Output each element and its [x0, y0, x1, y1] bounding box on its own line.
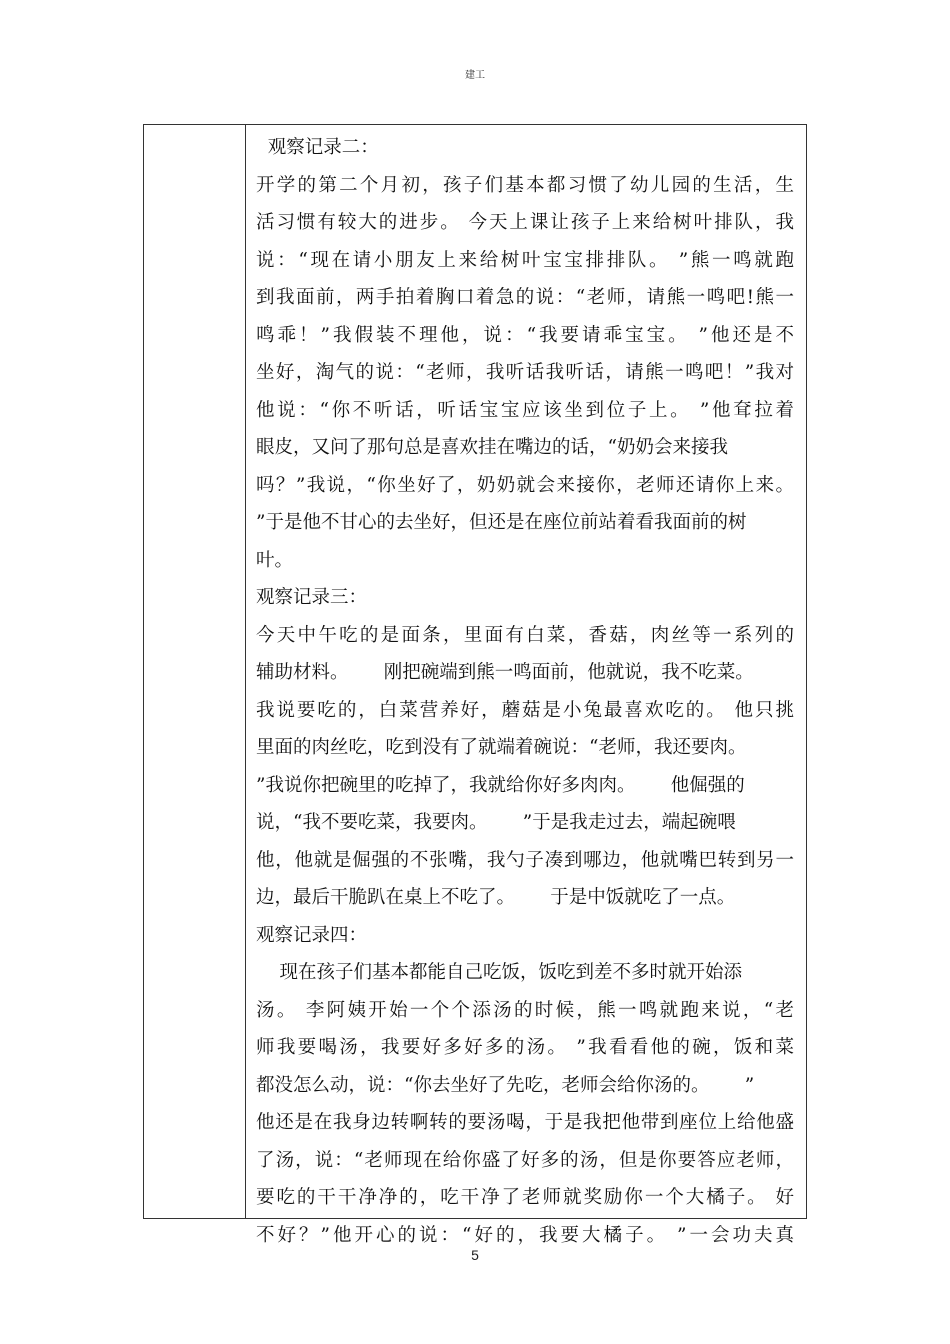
text-line: 他说：“你不听话，听话宝宝应该坐到位子上。 ”他耷拉着: [256, 399, 794, 421]
text-line: 里面的肉丝吃，吃到没有了就端着碗说：“老师，我还要肉。: [256, 737, 747, 758]
text-line: 不好？”他开心的说：“好的，我要大橘子。 ”一会功夫真: [256, 1224, 794, 1246]
text-line: 眼皮，又问了那句总是喜欢挂在嘴边的话，“奶奶会来接我: [256, 437, 728, 458]
text-line: 观察记录四：: [256, 924, 368, 946]
text-line: 说，“我不要吃菜，我要肉。 ”于是我走过去，端起碗喂: [256, 812, 736, 833]
text-line: ”于是他不甘心的去坐好，但还是在座位前站着看我面前的树: [256, 512, 747, 533]
text-line: 现在孩子们基本都能自己吃饭，饭吃到差不多时就开始添: [256, 962, 743, 983]
text-line: 开学的第二个月初，孩子们基本都习惯了幼儿园的生活，生: [256, 174, 794, 196]
text-line: 我说要吃的，白菜营养好，蘑菇是小兔最喜欢吃的。 他只挑: [256, 699, 794, 721]
text-line: 说：“现在请小朋友上来给树叶宝宝排排队。 ”熊一鸣就跑: [256, 249, 794, 271]
text-line: 鸣乖！”我假装不理他，说：“我要请乖宝宝。 ”他还是不: [256, 324, 794, 346]
text-line: 到我面前，两手拍着胸口着急的说：“老师，请熊一鸣吧!熊一: [256, 287, 794, 308]
text-line: 汤。 李阿姨开始一个个添汤的时候，熊一鸣就跑来说，“老: [256, 999, 794, 1021]
text-line: 观察记录三：: [256, 587, 368, 608]
text-line: 观察记录二：: [256, 137, 379, 158]
text-line: 今天中午吃的是面条，里面有白菜，香菇，肉丝等一系列的: [256, 624, 794, 646]
text-line: 师我要喝汤，我要好多好多的汤。 ”我看看他的碗，饭和菜: [256, 1037, 794, 1058]
text-line: 边，最后干脆趴在桌上不吃了。 于是中饭就吃了一点。: [256, 887, 736, 908]
text-line: 辅助材料。 刚把碗端到熊一鸣面前，他就说，我不吃菜。: [256, 662, 754, 683]
text-line: 活习惯有较大的进步。 今天上课让孩子上来给树叶排队，我: [256, 212, 794, 233]
text-line: 都没怎么动，说：“你去坐好了先吃，老师会给你汤的。 ”: [256, 1074, 755, 1096]
text-line: 坐好，淘气的说：“老师，我听话我听话，请熊一鸣吧！”我对: [256, 362, 794, 383]
table-left-column: [144, 125, 246, 1218]
text-line: 他，他就是倔强的不张嘴，我勺子凑到哪边，他就嘴巴转到另一: [256, 849, 794, 871]
observation-records-text: [256, 129, 794, 1254]
text-line: 了汤，说：“老师现在给你盛了好多的汤，但是你要答应老师，: [256, 1149, 794, 1171]
text-line: 吗？”我说，“你坐好了，奶奶就会来接你，老师还请你上来。: [256, 474, 794, 496]
observation-table: [143, 124, 807, 1246]
page-header: 建工: [465, 70, 485, 81]
text-line: 叶。: [256, 549, 294, 571]
text-line: 要吃的干干净净的，吃干净了老师就奖励你一个大橘子。 好: [256, 1187, 794, 1208]
text-line: ”我说你把碗里的吃掉了，我就给你好多肉肉。 他倔强的: [256, 774, 745, 796]
page-number: 5: [471, 1247, 479, 1263]
text-line: 他还是在我身边转啊转的要汤喝，于是我把他带到座位上给他盛: [256, 1112, 794, 1133]
